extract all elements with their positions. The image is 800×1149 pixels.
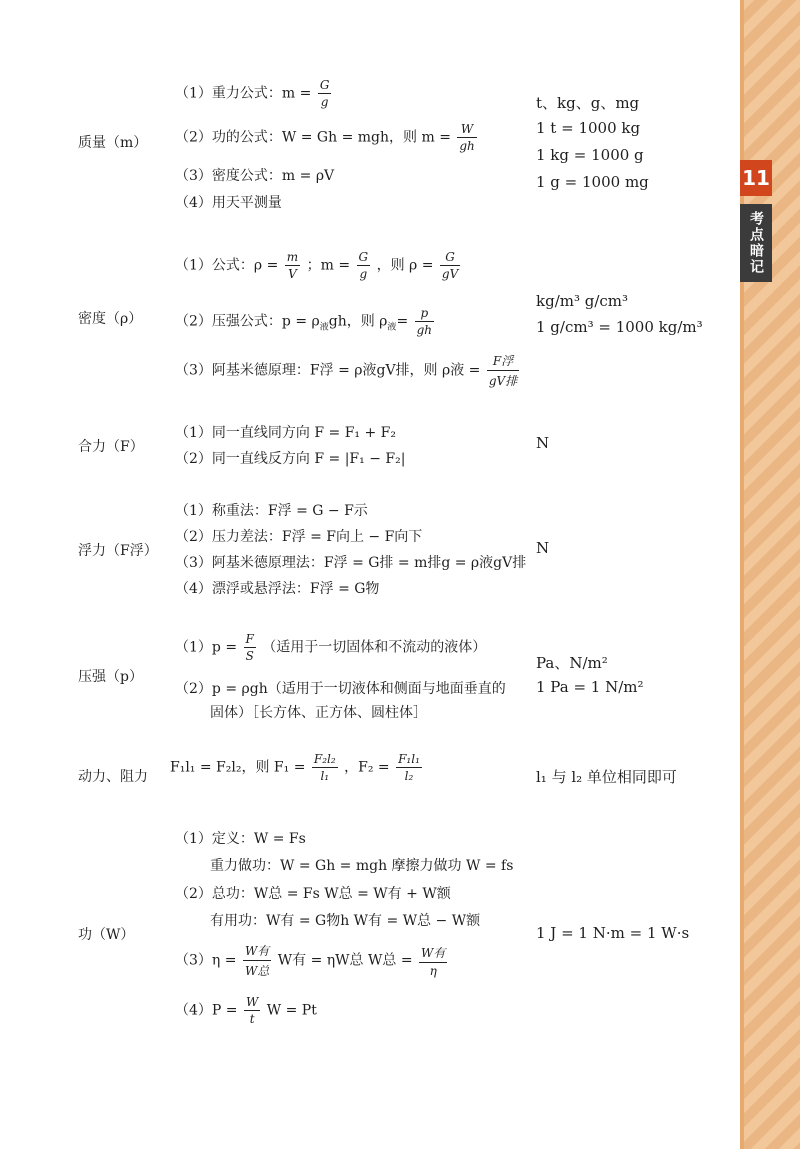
resultant-formula-2: （2）同一直线反方向 F = |F₁ − F₂| bbox=[175, 451, 406, 467]
mass-unit-2: 1 t = 1000 kg bbox=[536, 119, 641, 137]
density-unit-1: kg/m³ g/cm³ bbox=[536, 292, 629, 310]
fraction: $\frac{p}{gh}$ bbox=[416, 306, 433, 337]
work-formula-5: （3）η = $\frac{\text{W有}}{\text{W总}}$ W有 = ηW总 W总 = $\frac{\text{W有}}{\eta}$ bbox=[175, 944, 446, 978]
mass-unit-1: t、kg、g、mg bbox=[536, 94, 640, 112]
buoyancy-formula-1: （1）称重法：F浮 = G − F示 bbox=[175, 503, 368, 519]
mass-label: 质量（m） bbox=[78, 135, 148, 151]
mass-formula-3: （3）密度公式：m = ρV bbox=[175, 168, 335, 184]
buoyancy-unit: N bbox=[536, 539, 550, 557]
chapter-number: 11 bbox=[740, 160, 772, 196]
lever-label: 动力、阻力 bbox=[78, 769, 148, 785]
density-formula-2: （2）压强公式：$p = \rho_液gh$，则 $\rho_液=$ $\frac{p}{gh}$ bbox=[175, 306, 433, 337]
fraction: $\frac{m}{V}$ bbox=[286, 250, 299, 281]
fraction: $\frac{\text{W有}}{\text{W总}}$ bbox=[244, 944, 270, 978]
fraction: $\frac{F}{S}$ bbox=[245, 632, 254, 663]
work-formula-6: （4）P = $\frac{W}{t}$ W = Pt bbox=[175, 995, 317, 1026]
work-formula-1: （1）定义：W = Fs bbox=[175, 831, 306, 847]
fraction: $\frac{\text{W有}}{\eta}$ bbox=[421, 945, 446, 978]
lever-unit: l₁ 与 l₂ 单位相同即可 bbox=[536, 768, 677, 786]
buoyancy-formula-4: （4）漂浮或悬浮法：F浮 = G物 bbox=[175, 581, 380, 597]
density-formula-3: （3）阿基米德原理：F浮 = ρ液gV排，则 ρ液 = $\frac{\text{F浮}}{\text{gV排}}$ bbox=[175, 354, 518, 388]
fraction: $\frac{G}{g}$ bbox=[319, 78, 330, 109]
mass-formula-1: （1）重力公式：m = $\frac{G}{g}$ bbox=[175, 78, 330, 109]
density-unit-2: 1 g/cm³ = 1000 kg/m³ bbox=[536, 318, 703, 336]
mass-formula-2: （2）功的公式：W = Gh = mgh，则 m = $\frac{W}{gh}$ bbox=[175, 122, 475, 153]
fraction: $\frac{\text{F₁l₁}}{\text{l₂}}$ bbox=[398, 752, 420, 783]
mass-unit-3: 1 kg = 1000 g bbox=[536, 146, 644, 164]
buoyancy-label: 浮力（F浮） bbox=[78, 543, 158, 559]
chapter-title: 考点暗记 bbox=[740, 204, 772, 282]
fraction: $\frac{G}{gV}$ bbox=[441, 250, 459, 281]
resultant-formula-1: （1）同一直线同方向 F = F₁ + F₂ bbox=[175, 425, 396, 441]
pressure-formula-2: （2）p = ρgh（适用于一切液体和侧面与地面垂直的 bbox=[175, 681, 506, 697]
mass-formula-4: （4）用天平测量 bbox=[175, 195, 282, 211]
pressure-formula-3: 固体）［长方体、正方体、圆柱体］ bbox=[210, 705, 427, 721]
buoyancy-formula-3: （3）阿基米德原理法：F浮 = G排 = m排g = ρ液gV排 bbox=[175, 555, 527, 571]
pressure-unit-1: Pa、N/m² bbox=[536, 654, 608, 672]
fraction: $\frac{\text{F浮}}{\text{gV排}}$ bbox=[488, 354, 518, 388]
fraction: $\frac{W}{t}$ bbox=[245, 995, 259, 1026]
buoyancy-formula-2: （2）压力差法：F浮 = F向上 − F向下 bbox=[175, 529, 423, 545]
pressure-label: 压强（p） bbox=[78, 669, 143, 685]
work-formula-4: 有用功：W有 = G物h W有 = W总 − W额 bbox=[210, 913, 481, 929]
resultant-unit: N bbox=[536, 434, 550, 452]
fraction: $\frac{\text{F₂l₂}}{\text{l₁}}$ bbox=[313, 752, 336, 783]
pressure-formula-1: （1）p = $\frac{F}{S}$ （适用于一切固体和不流动的液体） bbox=[175, 632, 487, 663]
mass-unit-4: 1 g = 1000 mg bbox=[536, 173, 649, 191]
lever-formula: F₁l₁ = F₂l₂，则 F₁ = $\frac{\text{F₂l₂}}{\text{l₁}}$ ，F₂ = $\frac{\text{F₁l₁}}{\text{l₂}}$ bbox=[170, 752, 420, 783]
work-unit: 1 J = 1 N·m = 1 W·s bbox=[536, 924, 690, 942]
fraction: $\frac{W}{gh}$ bbox=[459, 122, 475, 153]
pressure-unit-2: 1 Pa = 1 N/m² bbox=[536, 678, 644, 696]
work-label: 功（W） bbox=[78, 927, 135, 943]
work-formula-3: （2）总功：W总 = Fs W总 = W有 + W额 bbox=[175, 886, 451, 902]
density-label: 密度（ρ） bbox=[78, 311, 143, 327]
density-formula-1: （1）公式：ρ = $\frac{m}{V}$ ；m = $\frac{G}{g}$ ，则 ρ = $\frac{G}{gV}$ bbox=[175, 250, 459, 281]
fraction: $\frac{G}{g}$ bbox=[358, 250, 369, 281]
work-formula-2: 重力做功：W = Gh = mgh 摩擦力做功 W = fs bbox=[210, 858, 514, 874]
resultant-label: 合力（F） bbox=[78, 439, 144, 455]
